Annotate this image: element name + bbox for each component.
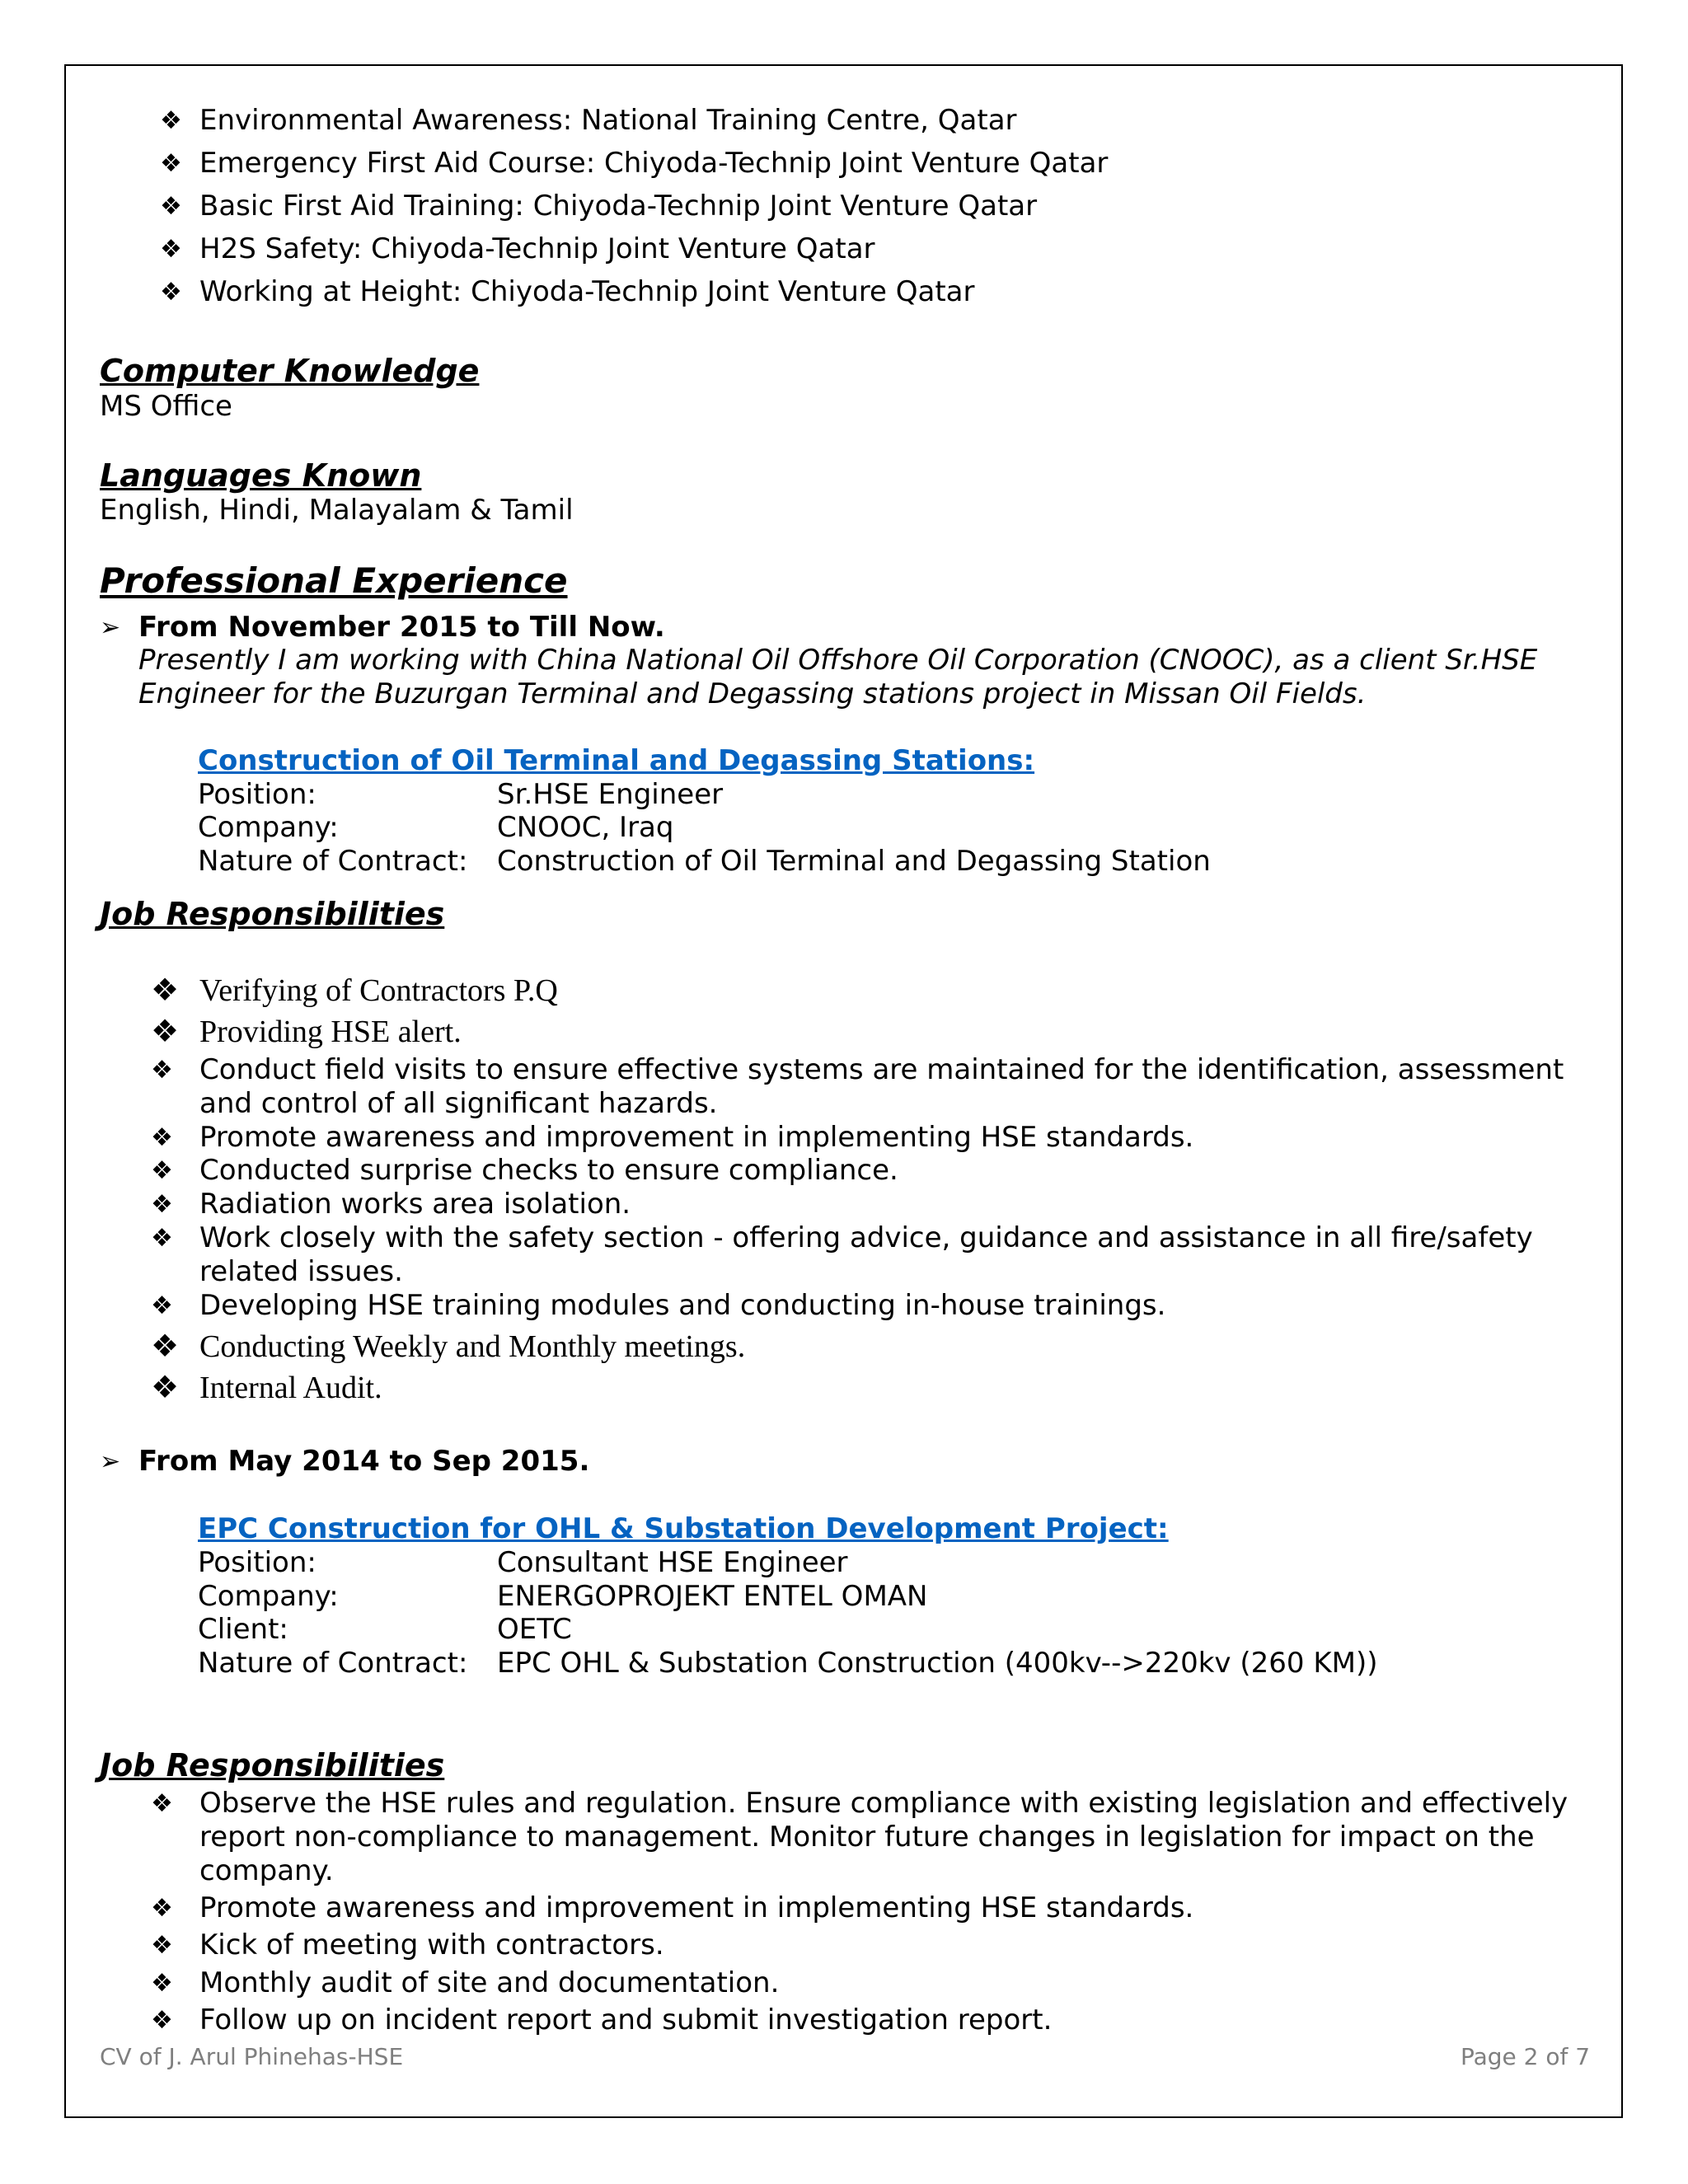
job2-period: From May 2014 to Sep 2015.: [138, 1445, 590, 1478]
arrow-bullet-icon: ➢: [100, 613, 121, 642]
bullet-icon: ❖: [160, 106, 182, 135]
bullet-icon: ❖: [151, 1224, 173, 1253]
responsibility-item: Observe the HSE rules and regulation. Ensure compliance with existing legislation and effectively: [199, 1787, 1568, 1820]
bullet-icon: ❖: [160, 278, 182, 307]
training-item: H2S Safety: Chiyoda-Technip Joint Venture Qatar: [199, 232, 875, 265]
detail-label: Nature of Contract:: [198, 845, 468, 878]
job2-responsibilities-heading: Job Responsibilities: [100, 1747, 445, 1783]
responsibility-item: Verifying of Contractors P.Q: [199, 973, 558, 1008]
bullet-icon: ❖: [151, 1156, 173, 1185]
bullet-icon: ❖: [151, 1371, 180, 1405]
bullet-icon: ❖: [160, 235, 182, 264]
bullet-icon: ❖: [151, 1056, 173, 1085]
responsibility-item: Follow up on incident report and submit investigation report.: [199, 2004, 1053, 2036]
bullet-icon: ❖: [151, 1291, 173, 1320]
responsibility-item: Developing HSE training modules and conducting in-house trainings.: [199, 1289, 1166, 1322]
detail-value: CNOOC, Iraq: [497, 811, 674, 844]
detail-label: Client:: [198, 1613, 288, 1646]
computer-knowledge-text: MS Office: [100, 390, 232, 423]
languages-text: English, Hindi, Malayalam & Tamil: [100, 494, 574, 527]
responsibility-item: Conducted surprise checks to ensure compliance.: [199, 1154, 898, 1187]
bullet-icon: ❖: [151, 1190, 173, 1219]
training-item: Emergency First Aid Course: Chiyoda-Technip Joint Venture Qatar: [199, 147, 1109, 180]
training-item: Basic First Aid Training: Chiyoda-Technip Joint Venture Qatar: [199, 190, 1038, 223]
responsibility-item: Promote awareness and improvement in implementing HSE standards.: [199, 1891, 1194, 1924]
detail-label: Position:: [198, 1546, 316, 1579]
responsibility-item: Radiation works area isolation.: [199, 1188, 631, 1221]
computer-knowledge-heading: Computer Knowledge: [100, 353, 480, 389]
bullet-icon: ❖: [151, 1969, 173, 1998]
responsibility-item-continued: company.: [199, 1854, 334, 1887]
job1-summary-line1: Presently I am working with China National Oil Offshore Oil Corporation (CNOOC), as a client Sr.HSE: [138, 644, 1538, 677]
responsibility-item-continued: report non-compliance to management. Monitor future changes in legislation for impact on the: [199, 1821, 1535, 1854]
training-item: Working at Height: Chiyoda-Technip Joint Venture Qatar: [199, 275, 975, 308]
responsibility-item-continued: and control of all significant hazards.: [199, 1087, 718, 1120]
responsibility-item: Internal Audit.: [199, 1371, 382, 1405]
detail-value: ENERGOPROJEKT ENTEL OMAN: [497, 1580, 928, 1613]
responsibility-item: Work closely with the safety section - offering advice, guidance and assistance in all fire/safety: [199, 1221, 1533, 1254]
job1-responsibilities-heading: Job Responsibilities: [100, 896, 445, 932]
professional-experience-heading: Professional Experience: [100, 560, 568, 601]
bullet-icon: ❖: [160, 192, 182, 221]
responsibility-item-continued: related issues.: [199, 1255, 403, 1288]
responsibility-item: Kick of meeting with contractors.: [199, 1929, 664, 1961]
detail-label: Position:: [198, 778, 316, 811]
responsibility-item: Promote awareness and improvement in implementing HSE standards.: [199, 1121, 1194, 1154]
bullet-icon: ❖: [151, 1123, 173, 1152]
detail-value: Consultant HSE Engineer: [497, 1546, 848, 1579]
job1-summary-line2: Engineer for the Buzurgan Terminal and Degassing stations project in Missan Oil Fields.: [138, 677, 1367, 710]
arrow-bullet-icon: ➢: [100, 1447, 121, 1476]
detail-label: Company:: [198, 811, 339, 844]
bullet-icon: ❖: [151, 1015, 180, 1049]
bullet-icon: ❖: [151, 2006, 173, 2035]
detail-label: Company:: [198, 1580, 339, 1613]
job2-project-title: EPC Construction for OHL & Substation Development Project:: [198, 1512, 1169, 1545]
responsibility-item: Conducting Weekly and Monthly meetings.: [199, 1329, 746, 1364]
detail-label: Nature of Contract:: [198, 1647, 468, 1680]
job1-project-title: Construction of Oil Terminal and Degassing Stations:: [198, 744, 1035, 777]
detail-value: OETC: [497, 1613, 572, 1646]
job1-period: From November 2015 to Till Now.: [138, 611, 665, 644]
detail-value: EPC OHL & Substation Construction (400kv-->220kv (260 KM)): [497, 1647, 1378, 1680]
bullet-icon: ❖: [151, 1894, 173, 1923]
bullet-icon: ❖: [151, 1789, 173, 1818]
languages-heading: Languages Known: [100, 457, 422, 494]
bullet-icon: ❖: [160, 149, 182, 178]
bullet-icon: ❖: [151, 1931, 173, 1960]
footer-page-number: Page 2 of 7: [1461, 2043, 1591, 2070]
responsibility-item: Monthly audit of site and documentation.: [199, 1966, 780, 1999]
footer-author: CV of J. Arul Phinehas-HSE: [100, 2043, 404, 2070]
responsibility-item: Providing HSE alert.: [199, 1015, 462, 1049]
bullet-icon: ❖: [151, 1329, 180, 1364]
detail-value: Sr.HSE Engineer: [497, 778, 724, 811]
bullet-icon: ❖: [151, 973, 180, 1008]
detail-value: Construction of Oil Terminal and Degassing Station: [497, 845, 1211, 878]
training-item: Environmental Awareness: National Training Centre, Qatar: [199, 104, 1017, 137]
responsibility-item: Conduct field visits to ensure effective systems are maintained for the identification, assessment: [199, 1053, 1564, 1086]
